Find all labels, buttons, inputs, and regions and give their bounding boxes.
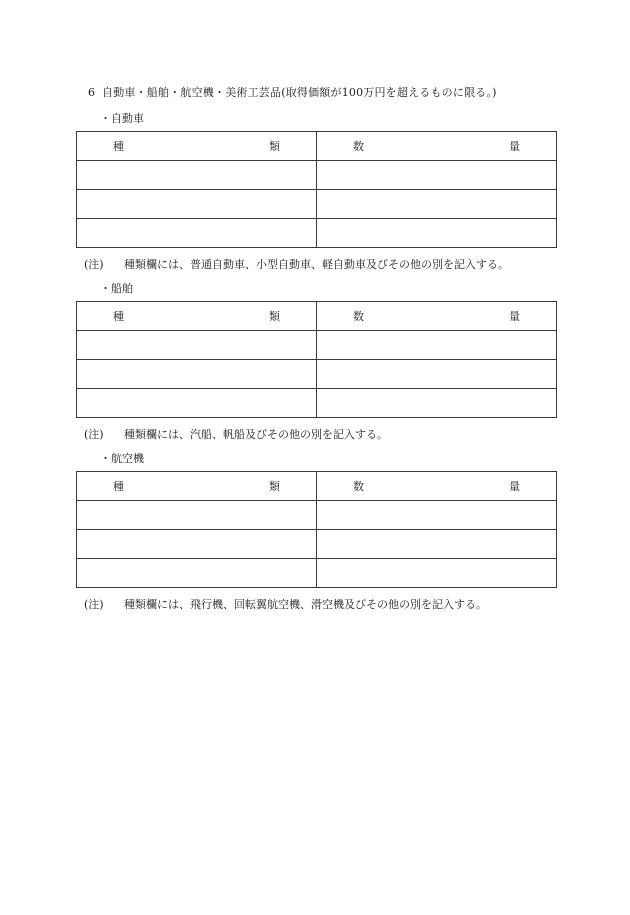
automobile-table xyxy=(76,131,557,248)
quantity-cell[interactable] xyxy=(317,501,557,530)
table-row xyxy=(77,161,557,190)
quantity-column-header xyxy=(317,472,557,501)
quantity-header-char-1: 数 xyxy=(353,310,364,323)
quantity-column-header xyxy=(317,302,557,331)
kind-cell[interactable] xyxy=(77,389,317,418)
kind-column-header xyxy=(77,302,317,331)
kind-cell[interactable] xyxy=(77,501,317,530)
quantity-cell[interactable] xyxy=(317,161,557,190)
kind-header-char-1: 種 xyxy=(113,480,124,493)
quantity-cell[interactable] xyxy=(317,360,557,389)
quantity-header-char-2: 量 xyxy=(509,480,520,493)
quantity-cell[interactable] xyxy=(317,530,557,559)
table-row xyxy=(77,190,557,219)
ship-note xyxy=(84,426,388,442)
quantity-header-char-2: 量 xyxy=(509,140,520,153)
quantity-cell[interactable] xyxy=(317,559,557,588)
quantity-column-header xyxy=(317,132,557,161)
note-text: 種類欄には、汽船、帆船及びその他の別を記入する。 xyxy=(124,428,388,441)
section-number: 6 xyxy=(88,86,96,99)
quantity-header-char-1: 数 xyxy=(353,140,364,153)
kind-cell[interactable] xyxy=(77,190,317,219)
kind-column-header xyxy=(77,132,317,161)
quantity-header-char-2: 量 xyxy=(509,310,520,323)
table-header-row xyxy=(77,472,557,501)
kind-cell[interactable] xyxy=(77,161,317,190)
quantity-cell[interactable] xyxy=(317,219,557,248)
table-header-row xyxy=(77,302,557,331)
kind-header-char-2: 類 xyxy=(269,480,280,493)
quantity-cell[interactable] xyxy=(317,389,557,418)
section-heading-text: 自動車・船舶・航空機・美術工芸品(取得価額が100万円を超えるものに限る。) xyxy=(102,86,497,99)
ship-table xyxy=(76,301,557,418)
note-mark: (注) xyxy=(84,428,104,441)
note-text: 種類欄には、普通自動車、小型自動車、軽自動車及びその他の別を記入する。 xyxy=(124,258,509,271)
note-mark: (注) xyxy=(84,258,104,271)
kind-cell[interactable] xyxy=(77,360,317,389)
table-row xyxy=(77,219,557,248)
kind-header-char-1: 種 xyxy=(113,310,124,323)
table-header-row xyxy=(77,132,557,161)
kind-header-char-2: 類 xyxy=(269,140,280,153)
quantity-cell[interactable] xyxy=(317,331,557,360)
kind-cell[interactable] xyxy=(77,331,317,360)
table-row xyxy=(77,501,557,530)
aircraft-table xyxy=(76,471,557,588)
aircraft-note xyxy=(84,596,487,612)
table-row xyxy=(77,559,557,588)
kind-cell[interactable] xyxy=(77,530,317,559)
subsection-title-ship: ・船舶 xyxy=(100,282,133,295)
table-row xyxy=(77,331,557,360)
table-row xyxy=(77,360,557,389)
subsection-title-aircraft: ・航空機 xyxy=(100,452,144,465)
kind-cell[interactable] xyxy=(77,559,317,588)
note-mark: (注) xyxy=(84,598,104,611)
subsection-title-automobile: ・自動車 xyxy=(100,112,144,125)
quantity-cell[interactable] xyxy=(317,190,557,219)
section-heading xyxy=(88,84,497,100)
note-text: 種類欄には、飛行機、回転翼航空機、滑空機及びその他の別を記入する。 xyxy=(124,598,487,611)
quantity-header-char-1: 数 xyxy=(353,480,364,493)
kind-cell[interactable] xyxy=(77,219,317,248)
kind-column-header xyxy=(77,472,317,501)
kind-header-char-1: 種 xyxy=(113,140,124,153)
table-row xyxy=(77,389,557,418)
table-row xyxy=(77,530,557,559)
automobile-note xyxy=(84,256,509,272)
kind-header-char-2: 類 xyxy=(269,310,280,323)
